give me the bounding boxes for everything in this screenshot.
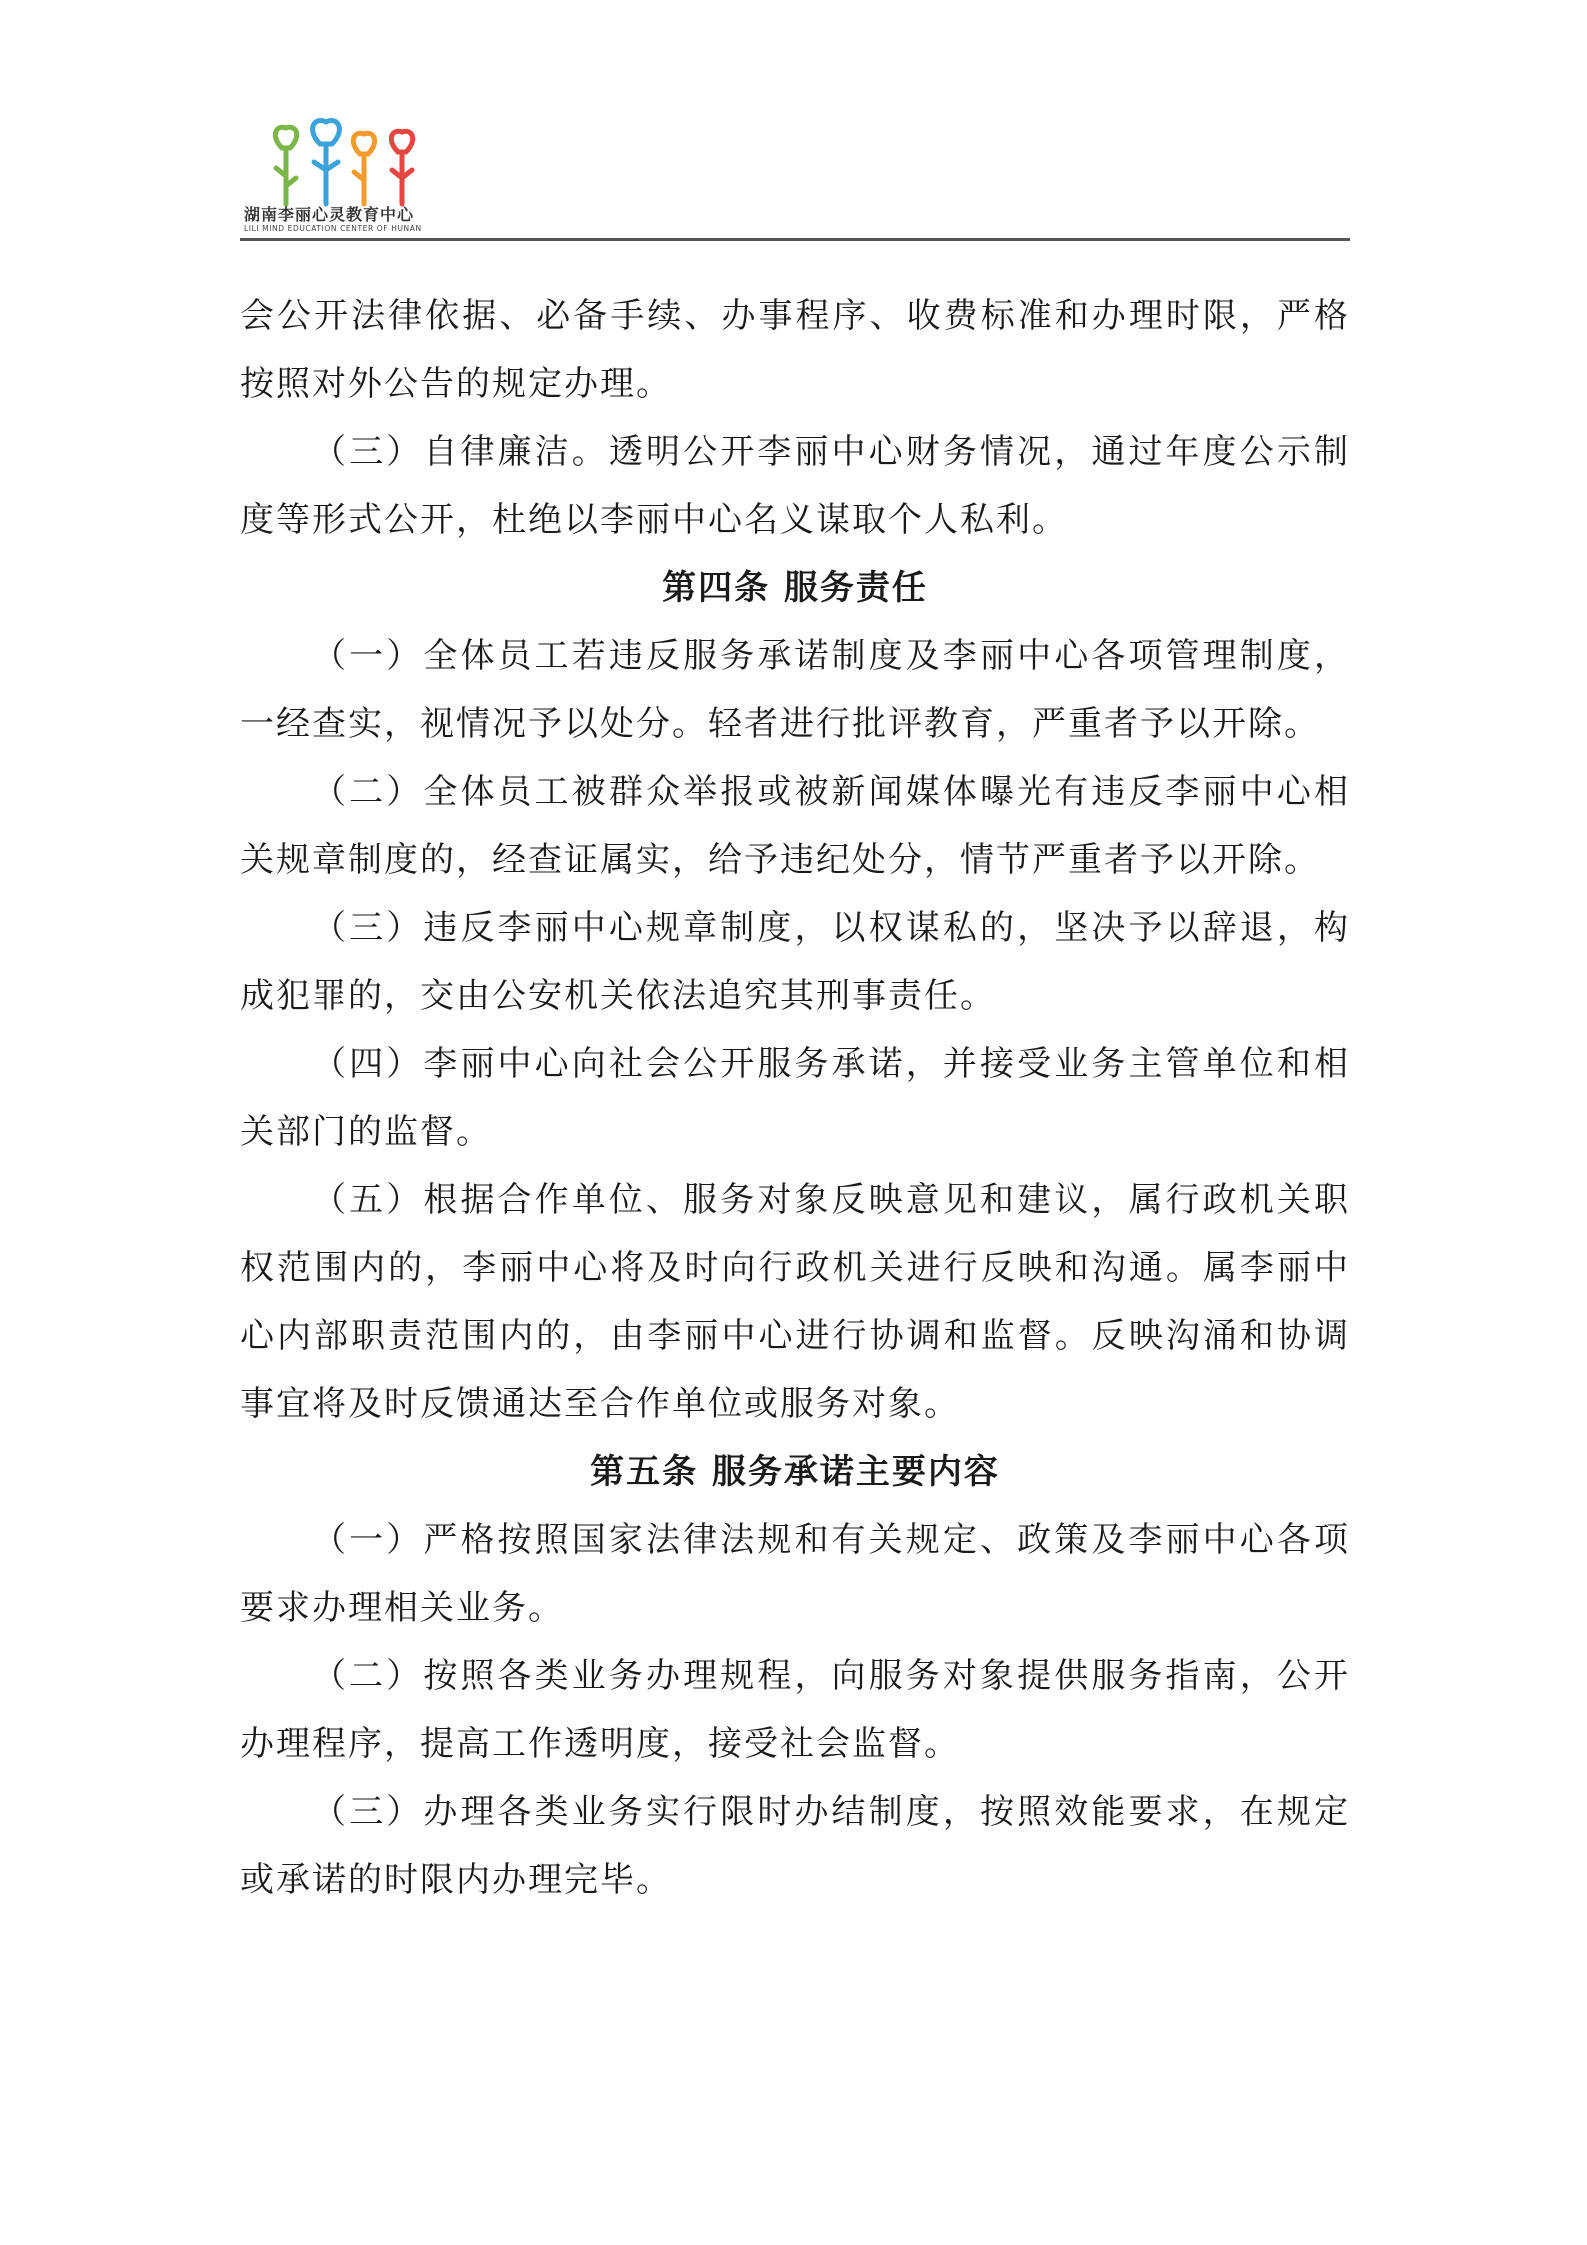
logo-subtitle: LILI MIND EDUCATION CENTER OF HUNAN <box>244 224 422 233</box>
article-5-title: 第五条 服务承诺主要内容 <box>590 1452 1000 1492</box>
paragraph-4-2: （二）全体员工被群众举报或被新闻媒体曝光有违反李丽中心相关规章制度的，经查证属实，给予违纪处分，情节严重者予以开除。 <box>240 772 1350 880</box>
page-header <box>240 110 1350 238</box>
paragraph-5-3: （三）办理各类业务实行限时办结制度，按照效能要求，在规定或承诺的时限内办理完毕。 <box>240 1792 1350 1900</box>
paragraph-5-2: （二）按照各类业务办理规程，向服务对象提供服务指南，公开办理程序，提高工作透明度，接受社会监督。 <box>240 1656 1350 1764</box>
paragraph-4-1: （一）全体员工若违反服务承诺制度及李丽中心各项管理制度，一经查实，视情况予以处分。轻者进行批评教育，严重者予以开除。 <box>240 636 1350 744</box>
paragraph-4-3: （三）违反李丽中心规章制度，以权谋私的，坚决予以辞退，构成犯罪的，交由公安机关依法追究其刑事责任。 <box>240 908 1350 1016</box>
header-divider <box>240 238 1350 241</box>
logo-name: 湖南李丽心灵教育中心 <box>244 205 415 224</box>
paragraph-4-5: （五）根据合作单位、服务对象反映意见和建议，属行政机关职权范围内的，李丽中心将及时向行政机关进行反映和沟通。属李丽中心内部职责范围内的，由李丽中心进行协调和监督。反映沟涌和协调事宜将及时反馈通达至合作单位或服务对象。 <box>240 1180 1350 1424</box>
paragraph-4-4: （四）李丽中心向社会公开服务承诺，并接受业务主管单位和相关部门的监督。 <box>240 1044 1350 1152</box>
document-body <box>240 282 1350 1914</box>
paragraph-self-discipline: （三）自律廉洁。透明公开李丽中心财务情况，通过年度公示制度等形式公开，杜绝以李丽中心名义谋取个人私利。 <box>240 432 1350 540</box>
paragraph-continued: 会公开法律依据、必备手续、办事程序、收费标准和办理时限，严格按照对外公告的规定办理。 <box>240 296 1350 404</box>
paragraph-5-1: （一）严格按照国家法律法规和有关规定、政策及李丽中心各项要求办理相关业务。 <box>240 1520 1350 1628</box>
logo-icon <box>262 118 422 208</box>
article-4-title: 第四条 服务责任 <box>662 568 928 608</box>
